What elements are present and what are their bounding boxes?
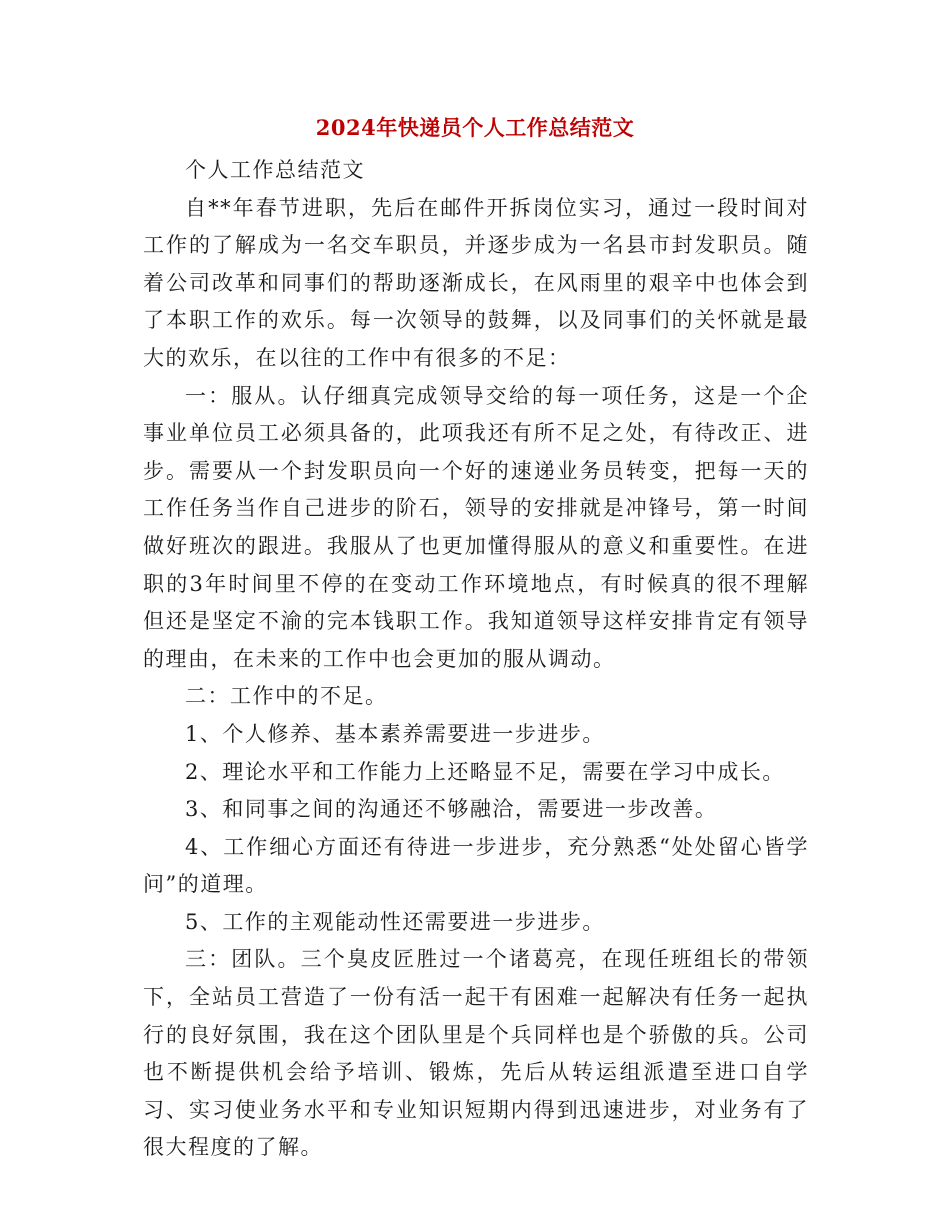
list-item: 4、工作细心方面还有待进一步进步，充分熟悉“处处留心皆学问”的道理。 — [143, 834, 809, 897]
paragraph-heading: 个人工作总结范文 — [185, 158, 365, 182]
list-item: 2、理论水平和工作能力上还略显不足，需要在学习中成长。 — [185, 759, 785, 784]
list-item: 1、个人修养、基本素养需要进一步进步。 — [185, 721, 605, 746]
list-item: 5、工作的主观能动性还需要进一步进步。 — [185, 909, 605, 934]
paragraph-obedience: 一：服从。认仔细真完成领导交给的每一项任务，这是一个企事业单位员工必须具备的，此项我还有所不足之处，有待改正、进步。需要从一个封发职员向一个好的速递业务员转变，把每一天的工作任务当作自己进步的阶石，领导的安排就是冲锋号，第一时间做好班次的跟进。我服从了也更加懂得服从的意义和重要性。在进职的3年时间里不停的在变动工作环境地点，有时候真的很不理解但还是坚定不渝的完本钱职工作。我知道领导这样安排肯定有领导的理由，在未来的工作中也会更加的服从调动。 — [143, 383, 809, 671]
paragraph-team: 三：团队。三个臭皮匠胜过一个诸葛亮，在现任班组长的带领下，全站员工营造了一份有活一起干有困难一起解决有任务一起执行的良好氛围，我在这个团队里是个兵同样也是个骄傲的兵。公司也不断提供机会给予培训、锻炼，先后从转运组派遣至进口自学习、实习使业务水平和专业知识短期内得到迅速进步，对业务有了很大程度的了解。 — [143, 947, 809, 1160]
document-title: 2024年快递员个人工作总结范文 — [315, 115, 635, 140]
paragraph-intro: 自**年春节进职，先后在邮件开拆岗位实习，通过一段时间对工作的了解成为一名交车职员，并逐步成为一名县市封发职员。随着公司改革和同事们的帮助逐渐成长，在风雨里的艰辛中也体会到了本职工作的欢乐。每一次领导的鼓舞，以及同事们的关怀就是最大的欢乐，在以往的工作中有很多的不足： — [143, 195, 809, 370]
document-body — [143, 152, 809, 1167]
list-item: 3、和同事之间的沟通还不够融洽，需要进一步改善。 — [185, 797, 718, 822]
paragraph-shortcomings-heading: 二：工作中的不足。 — [185, 684, 388, 709]
